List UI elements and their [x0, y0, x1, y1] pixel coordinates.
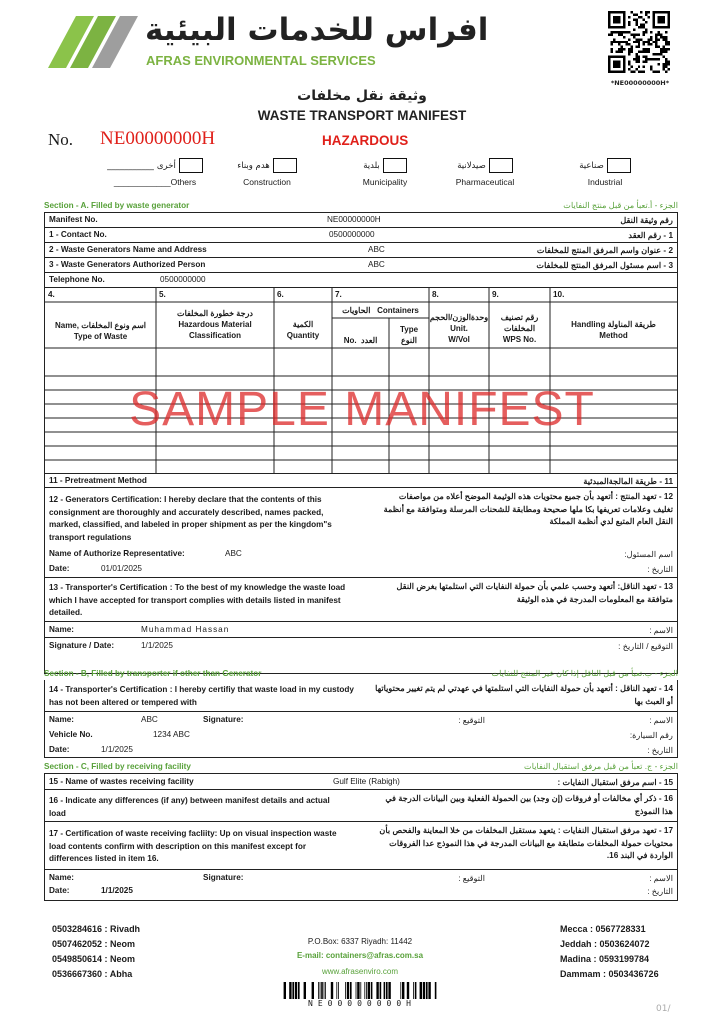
page-number: 01/ [656, 1004, 671, 1014]
row-transporter-certify: 14 - Transporter's Certification : I hereby certifiy that waste load in my custody has not been altered or tempered with 14 - تعهد الناقل : أتعهد بأن حمولة النفايات التي استلمتها في عهدتي لم يتم تغيير محتوياتها أو العبث بها [45, 680, 677, 712]
footer-center: P.O.Box: 6337 Riyadh: 11442 E-mail: containers@afras.com.sa www.afrasenviro.com [230, 935, 490, 979]
col-header-hazard: درجة خطورة المخلفات Hazardous Material Classification [177, 309, 253, 340]
footer-right-contacts: Mecca : 0567728331 Jeddah : 0503624072 Madina : 0593199784 Dammam : 0503436726 [560, 924, 659, 979]
category-construction[interactable]: هدم وبناء Construction [222, 158, 312, 187]
manifest-number-label: No. [48, 130, 74, 149]
sample-watermark: SAMPLE MANIFEST [129, 383, 595, 436]
col-header-containers: الحاويات Containers [342, 306, 419, 315]
row-transporter-name: Name: Muhammad Hassan الاسم : [45, 622, 677, 638]
row-differences: 16 - Indicate any differences (if any) between manifest details and actual load 16 - ذكر أي مخالفات أو فروقات (إن وجد) بين الحمولة الفعلية وبين البيانات الدرجة في هذا النموذج [45, 790, 677, 822]
checkbox-pharmaceutical[interactable] [489, 158, 513, 173]
generator-name-value[interactable]: ABC [368, 245, 385, 254]
row-transporter-certification: 13 - Transporter's Certification : To the best of my knowledge the waste load which I have accepted for transport complies with details listed in manifest detailed. 13 - تعهد الناقل: أتعهد وحسب علمي بأن حمولة النفايات التي استلمتها بغرض النقل متوافقة مع المعلومات المدرجة في هذه الوثيقة [45, 578, 677, 622]
transporter-signature-date-value[interactable]: 1/1/2025 [141, 641, 173, 650]
category-pharmaceutical[interactable]: صيدلانية Pharmaceutical [440, 158, 530, 187]
checkbox-construction[interactable] [273, 158, 297, 173]
checkbox-industrial[interactable] [607, 158, 631, 173]
title-english: WASTE TRANSPORT MANIFEST [257, 108, 467, 123]
qr-caption: *NE00000000H* [610, 79, 670, 87]
checkbox-municipality[interactable] [383, 158, 407, 173]
row-generator-name: 2 - Waste Generators Name and Address ABC 2 - عنوان واسم المرفق المنتج للمخلفات [45, 243, 677, 258]
row-contact-no: 1 - Contact No. 0500000000 1 - رقم العقد [45, 228, 677, 243]
brand-name-arabic: افراس للخدمات البيئية [145, 12, 489, 48]
category-industrial[interactable]: صناعية Industrial [560, 158, 650, 187]
email-link[interactable]: E-mail: containers@afras.com.sa [296, 951, 424, 960]
manifest-number-value: NE00000000H [100, 128, 216, 149]
row-receiving-facility: 15 - Name of wastes receiving facility Gulf Elite (Rabigh) 15 - اسم مرفق استقبال النفايات : [45, 774, 677, 790]
row-manifest-no: Manifest No. NE00000000H رقم وثيقة النقل [45, 213, 677, 228]
col-header-wps: رقم تصنيف المخلفات WPS No. [500, 313, 539, 344]
section-a-grid [44, 212, 678, 674]
waste-table: 4. 5. 6. 7. 8. 9. 10. Name, اسم ونوع المخلفات Type of Waste درجة خطورة المخلفات Hazardous Material Classification الكمية Quantity الحاويات Containers No. العدد Type النوع وحدةالوزن/الحجم Unit. W/Vol رقم تصنيف المخلفات WPS No. Handling طريقة المناولة Method [45, 288, 677, 474]
col-header-type: Type النوع [399, 325, 419, 345]
row-receiving-certification: 17 - Certification of waste receiving facliity: Up on visual inspection waste load contents confirm with description on this manifest except for differences listed in item 16. 17 - تعهد مرفق استقبال النفايات : يتعهد مستقبل المخلفات من خلا المعاينة والفحص بأن محتويات حمولة المخلفات متطابقة مع البيانات المدرجة في هذا النموذج عدا الفروقات الواردة في البند 16. [45, 822, 677, 870]
col-header-quantity: الكمية Quantity [286, 320, 320, 340]
vehicle-no-value[interactable]: 1234 ABC [153, 730, 190, 739]
waste-table-lines [45, 288, 677, 474]
generator-person-value[interactable]: ABC [368, 260, 385, 269]
section-c-grid [44, 773, 678, 901]
section-b-grid [44, 680, 678, 758]
checkbox-others[interactable] [179, 158, 203, 173]
category-others[interactable]: أخرى ___________ ____________Others [100, 158, 210, 187]
manifest-no-value[interactable]: NE00000000H [327, 215, 381, 224]
col-header-unit: وحدةالوزن/الحجم Unit. W/Vol [429, 313, 489, 344]
row-generator-person: 3 - Waste Generators Authorized Person ABC 3 - اسم مسئول المرفق المنتج للمخلفات [45, 258, 677, 273]
row-telephone: Telephone No. 0500000000 [45, 273, 677, 288]
col-header-count: No. العدد [343, 336, 378, 345]
section-b-name-value[interactable]: ABC [141, 715, 158, 724]
row-generator-certification: 12 - Generators Certification: I hereby declare that the contents of this consignment are thoroughly and accurately described, names packed, marked, classified, and labeled in proper shipment as per the kingdom"s transport regulations 12 - تعهد المنتج : أتعهد بأن جميع محتويات هذه الوثيمة الموضح أعلاه من مواصفات تغليف وعلامات تعريفها بكا ملها صحيحة ومطابقة للشحنات المرسلة ومتوافقة مع أنظمة النقل العام المتبع لدي أنظمة المملكة Name of Authorize Representative: ABC اسم المسئول: Date: 01/01/2025 التاريخ : [45, 488, 677, 578]
category-municipality[interactable]: بلدية Municipality [340, 158, 430, 187]
qr-code-icon [608, 11, 670, 73]
row-pretreatment: 11 - Pretreatment Method 11 - طريقة المالجةالمبدئية [45, 474, 677, 488]
section-c-header: Section - C, Filled by receiving facility الجزء - ج. تعبأ من قبل مرفق استقبال النفايات [44, 761, 678, 771]
footer-left-contacts: 0503284616 : Rivadh 0507462052 : Neom 0549850614 : Neom 0536667360 : Abha [52, 924, 141, 979]
row-transporter-signature: Signature / Date: 1/1/2025 التوقيع / التاريخ : [49, 641, 673, 651]
contact-no-value[interactable]: 0500000000 [329, 230, 375, 239]
barcode-icon [282, 982, 442, 999]
website-link[interactable]: www.afrasenviro.com [321, 967, 399, 976]
hazardous-label: HAZARDOUS [322, 133, 409, 148]
row-receiving-details: Name: Signature: التوقيع : الاسم : Date: 1/1/2025 التاريخ : [49, 873, 673, 896]
transporter-name-value[interactable]: Muhammad Hassan [141, 625, 230, 634]
section-b-date-value[interactable]: 1/1/2025 [101, 745, 133, 754]
receiving-facility-value[interactable]: Gulf Elite (Rabigh) [333, 777, 400, 786]
generator-date-value[interactable]: 01/01/2025 [101, 564, 142, 573]
representative-name-value[interactable]: ABC [225, 549, 242, 558]
telephone-value[interactable]: 0500000000 [160, 275, 206, 284]
row-transporter-details: Name: ABC Signature: التوقيع : الاسم : Vehicle No. 1234 ABC رقم السيارة: Date: 1/1/2025 التاريخ : [49, 715, 673, 755]
section-b-header: Section - B, Filled by transporter if other than Generator الجزء - ب.تعبأ من قبل الناقل إذا كان غير المنتج للنفايات [44, 668, 678, 678]
brand-name-english: AFRAS ENVIRONMENTAL SERVICES [146, 53, 376, 68]
col-header-name: Name, اسم ونوع المخلفات Type of Waste [54, 321, 147, 341]
col-header-method: Handling طريقة المناولة Method [571, 320, 656, 340]
afras-logo-icon [48, 16, 140, 68]
title-arabic: وثيقة نقل مخلفات [297, 88, 427, 104]
barcode-caption: NE00000000H [308, 999, 416, 1008]
section-c-date-value[interactable]: 1/1/2025 [101, 886, 133, 895]
section-a-header: Section - A. Filled by waste generator الجزء - أ.تعبأ من قبل منتج النفايات [44, 200, 678, 210]
